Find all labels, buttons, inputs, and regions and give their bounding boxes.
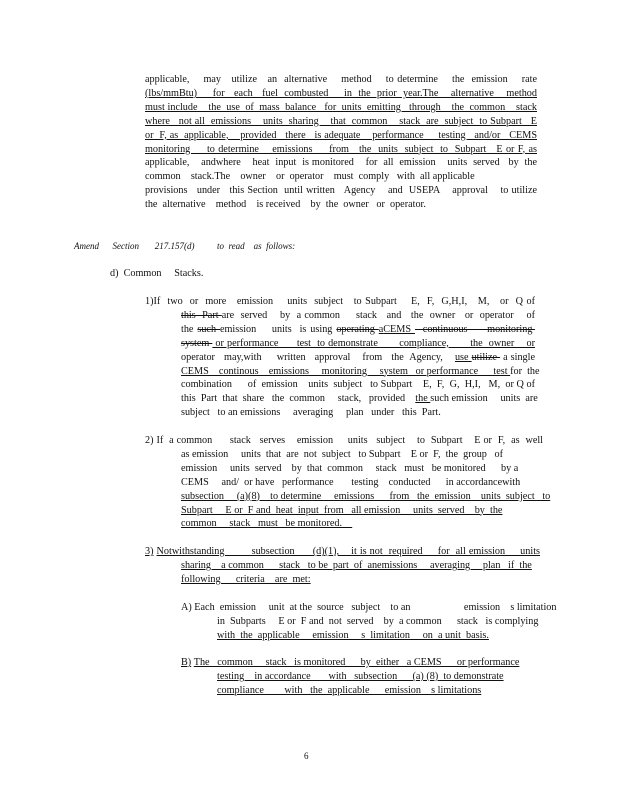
section-heading: d) Common Stacks. [110, 268, 204, 279]
item-line [181, 378, 535, 392]
text-run: Notwithstanding subsection (d)(1), it is not required for all emission units [156, 546, 541, 557]
item-line [181, 504, 543, 518]
item-2 [145, 434, 551, 531]
text-run: following criteria are met: [181, 573, 311, 585]
item-line [181, 559, 540, 573]
intro-line [145, 101, 537, 115]
item-first-line [145, 434, 543, 448]
item-line [181, 337, 535, 351]
item-number: 3) [145, 546, 154, 557]
text-run: the [415, 393, 431, 405]
text-run: system [181, 337, 213, 349]
text-run: the [181, 323, 198, 335]
intro-line [145, 156, 537, 170]
intro-line [145, 198, 537, 212]
item-line [181, 392, 538, 406]
text-run: subsection (a)(8) to determine emissions from the emission units subject to [181, 490, 551, 502]
text-run: applicable, may utilize an alternative method to determine the emission rate [145, 74, 537, 85]
text-run: for the [510, 365, 540, 377]
intro-line [145, 87, 537, 101]
text-run: applicable, andwhere heat input is monitored for all emission units served by the [145, 157, 537, 169]
text-run: where not all emissions units sharing that common stack are subject to Subpart E [145, 115, 537, 127]
text-run: subject to an emissions averaging plan under this Part. [181, 407, 441, 419]
subitem-b [181, 656, 541, 698]
text-run: If two or more emission units subject to Subpart E, F, G,H,I, M, or Q of [153, 296, 535, 307]
text-run: a single [500, 351, 535, 363]
text-run: Subpart E or F and heat input from all emission units served by the [181, 504, 503, 516]
item-line [181, 365, 540, 379]
item-first-line [145, 295, 535, 309]
text-run: this Part [181, 309, 222, 321]
subitem-first-line [181, 656, 541, 670]
amend-line: Amend Section 217.157(d) to read as follows: [74, 241, 296, 251]
text-run: CEMS continous emissions monitoring system or performance test [181, 365, 511, 377]
text-run: use [454, 351, 472, 363]
item-first-line [145, 545, 540, 559]
subitem-line [217, 615, 539, 629]
item-line [181, 351, 535, 365]
text-run: or F, as applicable, provided there is adequate performance testing and/or CEMS [145, 129, 537, 141]
text-run: monitoring to determine emissions from the units subject to Subpart E or F, as [145, 143, 537, 155]
text-run: provisions under this Section until written Agency and USEPA approval to utilize [145, 185, 537, 197]
text-run: The common stack is monitored by either a CEMS or performance [193, 657, 520, 668]
text-run: common stack must be monitored. [181, 518, 353, 530]
text-run: compliance with the applicable emission s limitations [217, 684, 482, 696]
text-run: must include the use of mass balance for units emitting through the common stack [145, 101, 537, 113]
item-line [181, 476, 543, 490]
page-number: 6 [304, 751, 309, 761]
text-run: testing in accordance with subsection (a) (8) to demonstrate [217, 670, 504, 682]
intro-paragraph [145, 73, 537, 212]
text-run: such emission units are [430, 393, 538, 405]
item-line [181, 573, 540, 587]
item-line [181, 323, 535, 337]
intro-line [145, 170, 537, 184]
item-1 [145, 295, 540, 420]
text-run: in Subparts E or F and not served by a common stack is complying [217, 615, 539, 627]
subitem-first-line [181, 601, 557, 615]
text-run: emission units is using [219, 323, 337, 335]
text-run: operating [336, 323, 379, 335]
item-3 [145, 545, 540, 587]
intro-line [145, 129, 537, 143]
item-line [181, 406, 535, 420]
text-run: the alternative method is received by the owner or operator. [145, 199, 426, 211]
item-line [181, 462, 543, 476]
subitem-line [217, 684, 541, 698]
intro-line [145, 115, 537, 129]
text-run: are served by a common stack and the owner or operator of [221, 309, 535, 321]
text-run: or performance test to demonstrate compliance, the owner or [212, 337, 535, 349]
text-run: operator may,with written approval from the Agency, [181, 351, 455, 363]
text-run: emission units served by that common stack must be monitored by a [181, 462, 519, 474]
text-run: CEMS [383, 323, 415, 335]
text-run: combination of emission units subject to Subpart E, F, G, H,I, M, or Q of [181, 379, 535, 391]
item-line [181, 309, 535, 323]
text-run: such [197, 323, 220, 335]
text-run: common stack.The owner or operator must comply with all applicable [145, 171, 475, 183]
text-run: as emission units that are not subject to Subpart E or F, the group of [181, 448, 504, 460]
subitem-letter: A) [181, 602, 192, 613]
text-run: with the applicable emission s limitation on a unit basis. [217, 629, 489, 641]
item-line [181, 448, 543, 462]
text-run: sharing a common stack to be part of anemissions averaging plan if the [181, 559, 532, 571]
text-run: CEMS and/ or have performance testing conducted in accordancewith [181, 476, 521, 488]
item-number: 2) [145, 435, 154, 446]
text-run: If a common stack serves emission units subject to Subpart E or F, as well [156, 435, 544, 446]
subitem-line [217, 629, 533, 643]
text-run: utilize [471, 351, 501, 363]
subitem-letter: B) [181, 657, 192, 668]
subitem-line [217, 670, 541, 684]
text-run: Each emission unit at the source subject to an emission s limitation [194, 602, 557, 613]
text-run: this Part that share the common stack, provided [181, 393, 416, 405]
text-run: (lbs/mmBtu) for each fuel combusted in the prior year.The alternative method [145, 87, 537, 99]
text-run: continuous monitoring [414, 323, 535, 335]
item-number: 1) [145, 296, 154, 307]
intro-line [145, 143, 537, 157]
intro-line [145, 184, 537, 198]
item-line [181, 490, 551, 504]
subitem-a [181, 601, 557, 643]
intro-line [145, 73, 537, 87]
item-line [181, 517, 543, 531]
text-run: a [378, 323, 384, 335]
